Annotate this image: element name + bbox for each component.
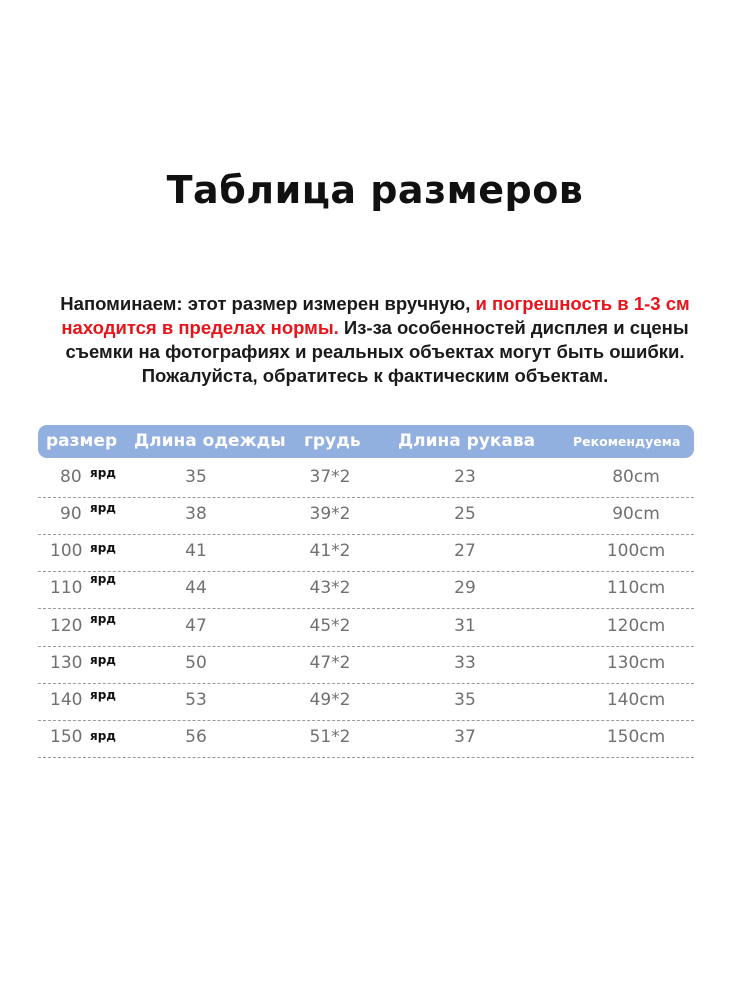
chest-value: 47*2 [309,653,351,673]
garment-length-value: 35 [185,467,207,487]
sleeve-length-value: 31 [454,616,476,636]
header-recommended: Рекомендуема [573,434,681,449]
garment-length-value: 56 [185,727,207,747]
chest-value: 43*2 [309,578,351,598]
table-row [38,535,694,572]
garment-length-value: 47 [185,616,207,636]
notice-tolerance-text: и погрешность в 1-3 см находится в пределах нормы. [61,293,690,338]
table-row [38,498,694,535]
garment-length-value: 41 [185,541,207,561]
measurement-notice [40,292,710,388]
chest-value: 37*2 [309,467,351,487]
size-value: 150 [50,727,83,747]
size-value: 100 [50,541,83,561]
table-row [38,461,694,498]
header-chest: грудь [304,431,361,451]
header-garment-length: Длина одежды [134,431,286,451]
garment-length-value: 50 [185,653,207,673]
table-header [38,425,694,458]
size-value: 80 [60,467,82,487]
size-unit: ярд [90,572,116,586]
sleeve-length-value: 37 [454,727,476,747]
row-divider [38,757,694,758]
size-unit: ярд [90,729,116,743]
recommended-height-value: 150cm [606,727,666,747]
row-divider [38,608,694,609]
recommended-height-value: 90cm [612,504,660,524]
sleeve-length-value: 29 [454,578,476,598]
size-value: 130 [50,653,83,673]
size-unit: ярд [90,501,116,515]
sleeve-length-value: 25 [454,504,476,524]
size-unit: ярд [90,653,116,667]
size-unit: ярд [90,688,116,702]
header-sleeve-length: Длина рукава [398,431,536,451]
size-value: 90 [60,504,82,524]
chest-value: 49*2 [309,690,351,710]
garment-length-value: 44 [185,578,207,598]
sleeve-length-value: 27 [454,541,476,561]
size-value: 110 [50,578,83,598]
recommended-height-value: 110cm [606,578,666,598]
recommended-height-value: 80cm [612,467,660,487]
sleeve-length-value: 35 [454,690,476,710]
table-row [38,572,694,609]
table-row [38,721,694,758]
chest-value: 41*2 [309,541,351,561]
garment-length-value: 38 [185,504,207,524]
size-unit: ярд [90,466,116,480]
recommended-height-value: 120cm [606,616,666,636]
garment-length-value: 53 [185,690,207,710]
notice-text: Напоминаем: этот размер измерен вручную, [60,293,476,314]
sleeve-length-value: 23 [454,467,476,487]
page-title: Таблица размеров [166,168,584,212]
chest-value: 45*2 [309,616,351,636]
size-value: 140 [50,690,83,710]
chest-value: 51*2 [309,727,351,747]
chest-value: 39*2 [309,504,351,524]
table-row [38,610,694,647]
size-unit: ярд [90,612,116,626]
size-unit: ярд [90,541,116,555]
table-row [38,647,694,684]
recommended-height-value: 100cm [606,541,666,561]
recommended-height-value: 140cm [606,690,666,710]
sleeve-length-value: 33 [454,653,476,673]
size-value: 120 [50,616,83,636]
header-size: размер [46,431,118,451]
table-row [38,684,694,721]
notice-text-continued: Из-за особенностей дисплея и сцены съемки на фотографиях и реальных объектах могут быть ошибки. Пожалуйста, обратитесь к фактическим объектам. [65,317,689,386]
recommended-height-value: 130cm [606,653,666,673]
